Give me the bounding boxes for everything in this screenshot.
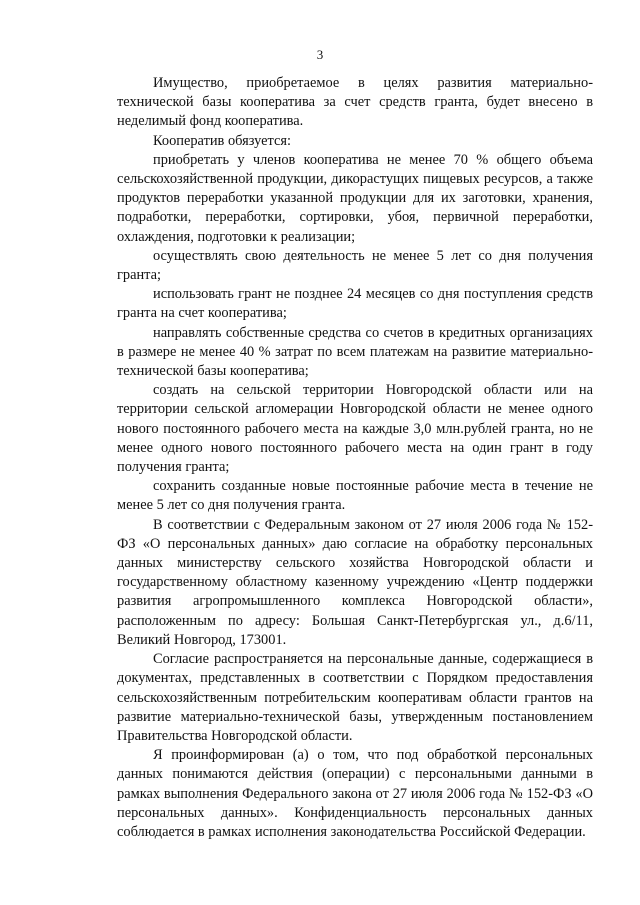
paragraph-obligations-heading: Кооператив обязуется: [153, 132, 291, 149]
paragraph-informed: Я проинформирован (а) о том, что под обработкой персональных данных понимаются действия (операции) с персональными данными в рамках выполнения Федерального закона от 27 июля 2006 года № 152-ФЗ «О персональных данных». Конфиденциальность персональных данных соблюдается в рамках исполнения законодательства Российской Федерации. [117, 747, 593, 840]
paragraph-obligation-keep-jobs: сохранить созданные новые постоянные рабочие места в течение не менее 5 лет со дня получения гранта. [117, 478, 593, 514]
paragraph-obligation-create-jobs: создать на сельской территории Новгородской области или на территории сельской агломерации Новгородской области не менее одного нового постоянного рабочего места на каждые 3,0 млн.рублей гранта, но не менее одного нового постоянного рабочего места на один грант в году получения гранта; [117, 382, 593, 476]
document-body [117, 74, 593, 842]
page-number: 3 [316, 47, 324, 62]
paragraph-obligation-purchase: приобретать у членов кооператива не менее 70 % общего объема сельскохозяйственной продукции, дикорастущих пищевых ресурсов, а также продуктов переработки указанной продукции для их заготовки, хранения, подработки, переработки, сортировки, убоя, первичной переработки, охлаждения, подготовки к реализации; [117, 151, 593, 245]
paragraph-obligation-own-funds: направлять собственные средства со счетов в кредитных организациях в размере не менее 40 % затрат по всем платежам на развитие материально-технической базы кооператива; [117, 324, 593, 380]
paragraph-obligation-use-grant: использовать грант не позднее 24 месяцев со дня поступления средств гранта на счет кооператива; [117, 286, 593, 322]
paragraph-property-fund: Имущество, приобретаемое в целях развития материально-технической базы кооператива за счет средств гранта, будет внесено в неделимый фонд кооператива. [117, 75, 593, 130]
paragraph-consent: В соответствии с Федеральным законом от 27 июля 2006 года № 152-ФЗ «О персональных данных» даю согласие на обработку персональных данных министерству сельского хозяйства Новгородской области и государственному областному казенному учреждению «Центр поддержки развития агропромышленного комплекса Новгородской области», расположенным по адресу: Большая Санкт-Петербургская ул., д.6/11, Великий Новгород, 173001. [117, 516, 593, 648]
paragraph-obligation-activity: осуществлять свою деятельность не менее 5 лет со дня получения гранта; [117, 247, 593, 284]
paragraph-consent-scope: Согласие распространяется на персональные данные, содержащиеся в документах, представленных в соответствии с Порядком предоставления сельскохозяйственным потребительским кооперативам области грантов на развитие материально-технической базы, утвержденным постановлением Правительства Новгородской области. [117, 651, 593, 744]
